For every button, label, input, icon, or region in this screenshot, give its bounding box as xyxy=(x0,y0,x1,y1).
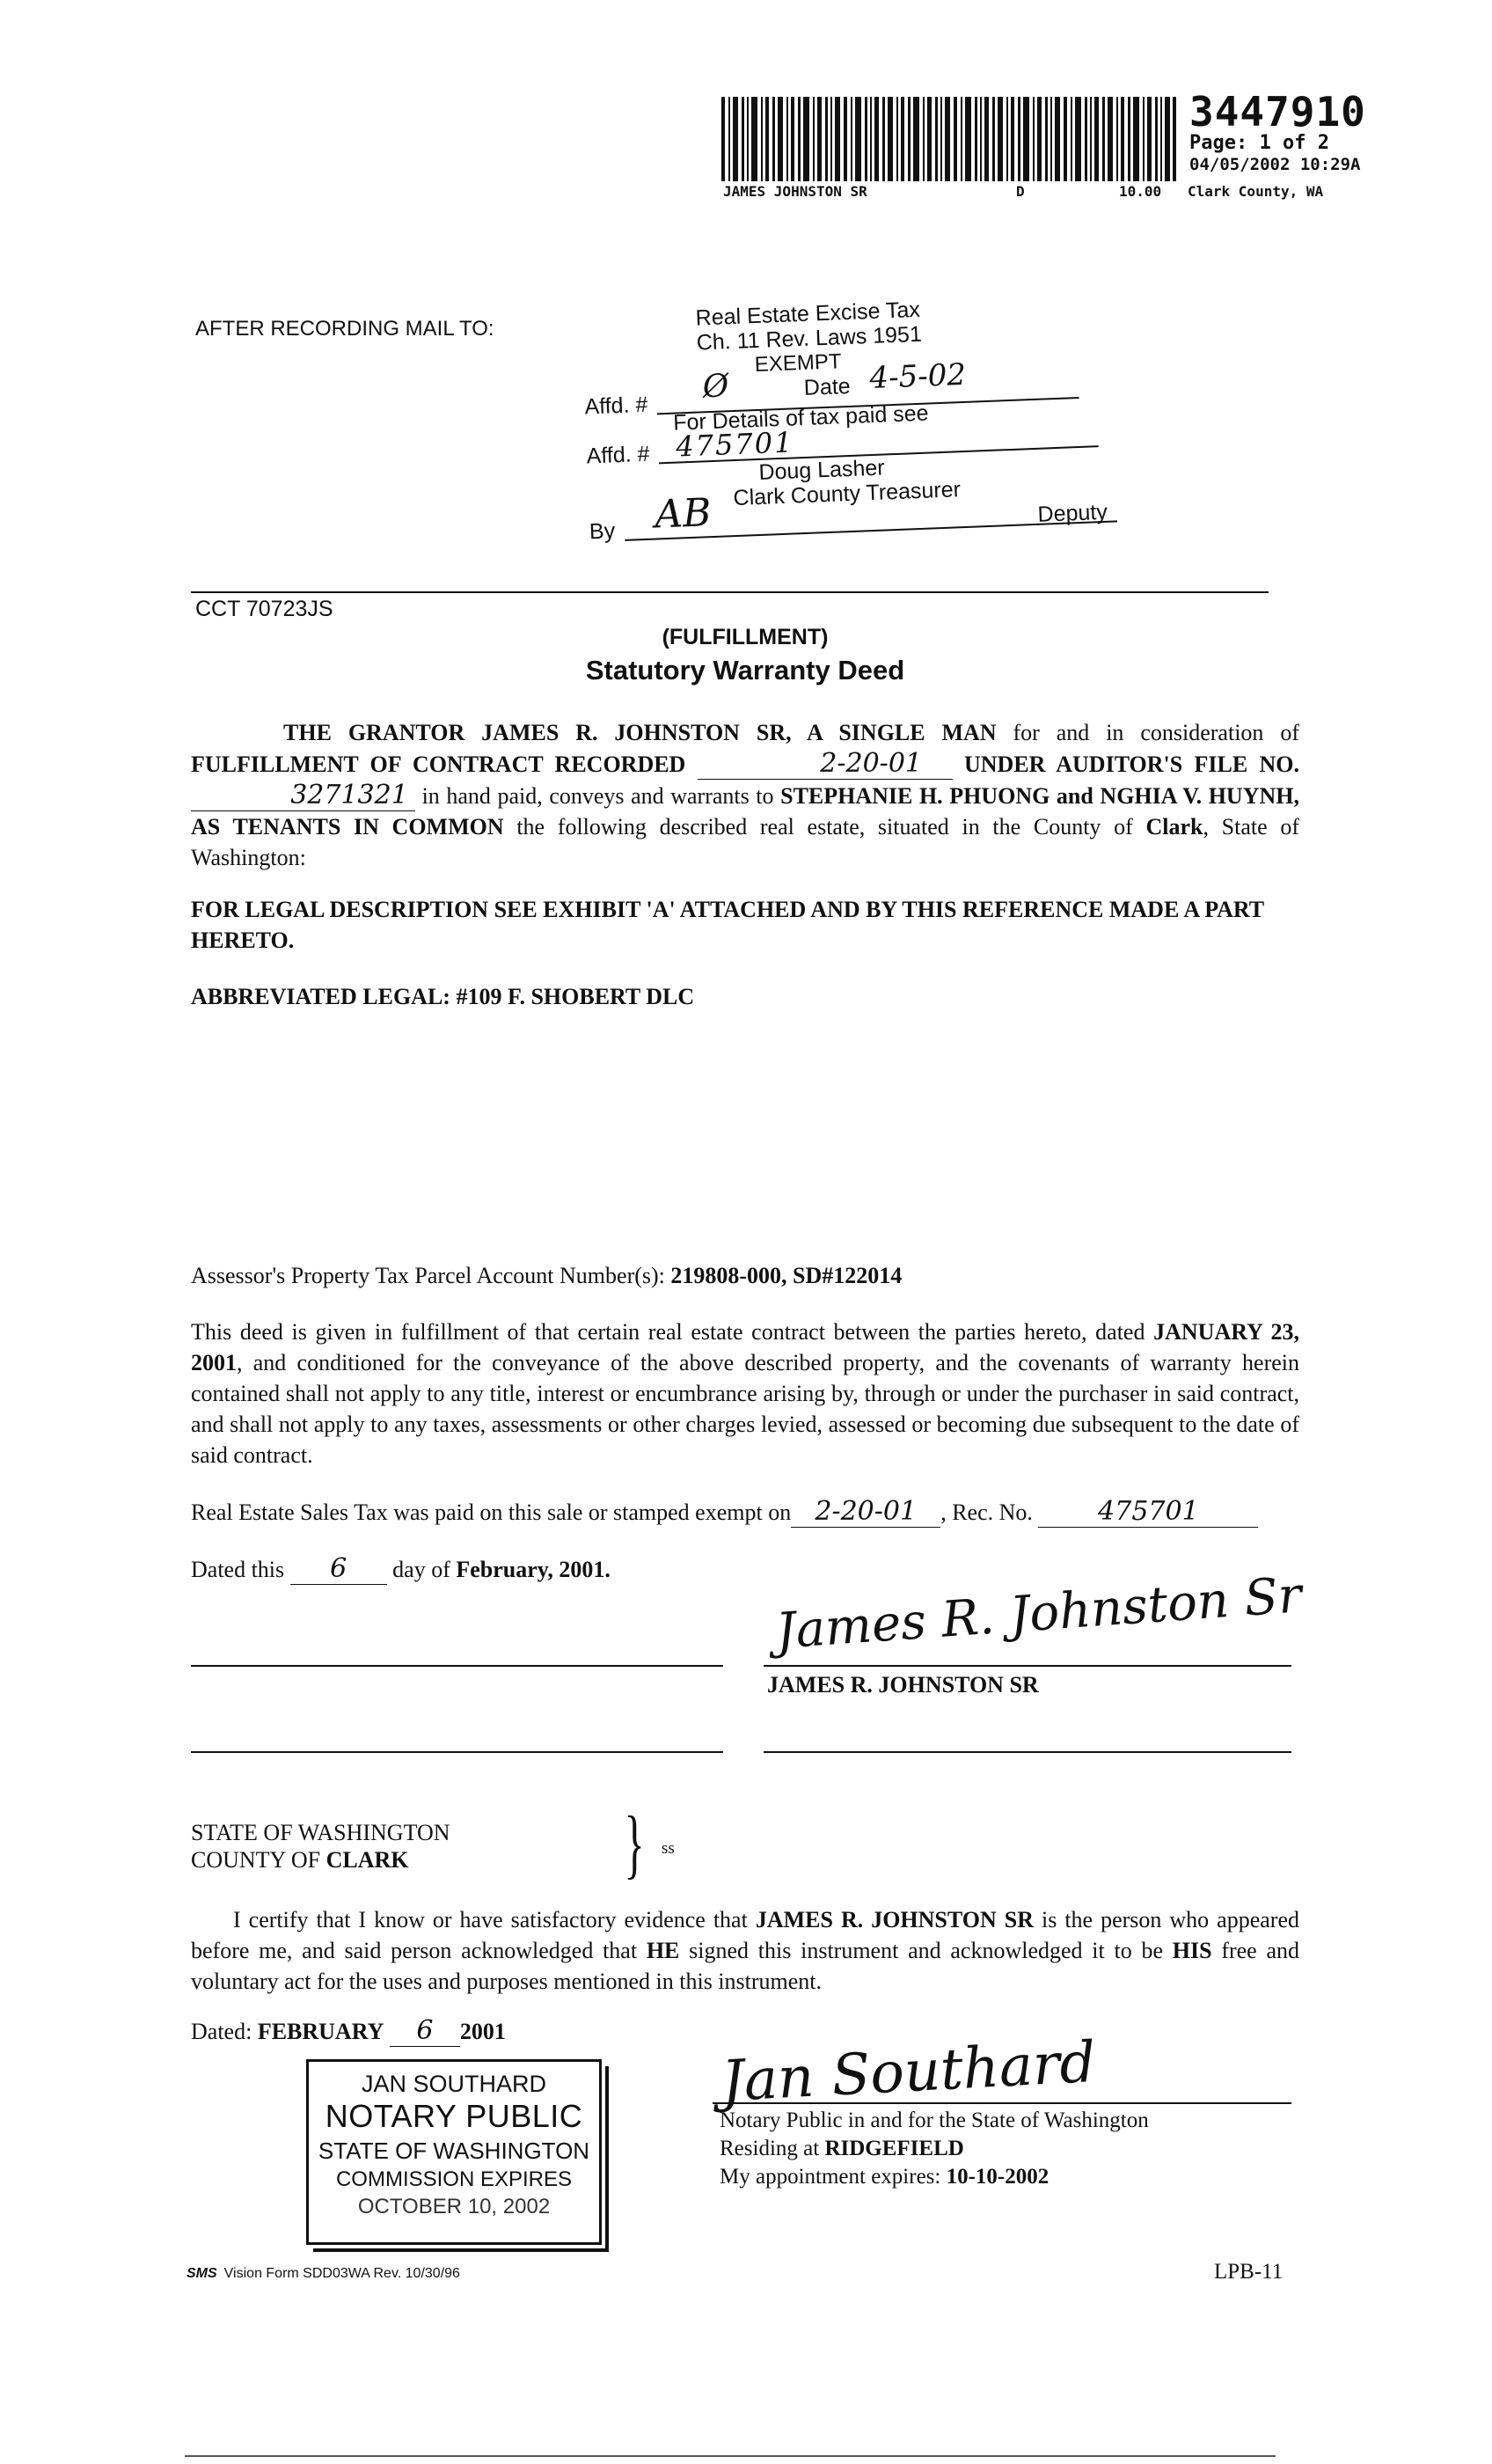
grantor-printed-name: JAMES R. JOHNSTON SR xyxy=(767,1672,1039,1698)
sales-tax-label: Real Estate Sales Tax was paid on this sale or stamped exempt on xyxy=(191,1500,792,1525)
deputy-label: Deputy xyxy=(1037,499,1108,527)
record-fee: 10.00 xyxy=(1119,183,1162,200)
under-text: UNDER AUDITOR'S FILE NO. xyxy=(963,752,1300,777)
expires-label: My appointment expires: xyxy=(720,2165,947,2189)
sales-tax-line xyxy=(191,1496,1299,1528)
venue-state: STATE OF WASHINGTON xyxy=(191,1820,450,1845)
recorded-date: 2-20-01 xyxy=(698,748,953,780)
by-label: By xyxy=(589,518,616,545)
venue-county-prefix: COUNTY OF xyxy=(191,1847,326,1873)
date-value: 4-5-02 xyxy=(868,356,967,397)
assessor-line xyxy=(191,1260,1299,1291)
page-count: Page: 1 of 2 xyxy=(1189,132,1329,154)
notary-signature[interactable]: Jan Southard xyxy=(720,2029,1098,2116)
seal-expires: OCTOBER 10, 2002 xyxy=(357,2195,551,2218)
venue-brace: } xyxy=(624,1801,645,1887)
venue-county xyxy=(191,1847,409,1874)
certification-paragraph xyxy=(191,1904,1299,1997)
grantor-text-3: the following described real estate, situated in the County of xyxy=(503,814,1146,840)
fulfillment-text-1: This deed is given in fulfillment of that certain real estate contract between the parties hereto, dated xyxy=(191,1319,1154,1345)
excise-line-2: Ch. 11 Rev. Laws 1951 xyxy=(696,321,923,356)
venue-ss: ss xyxy=(662,1839,675,1858)
notary-signature-line xyxy=(713,2102,1291,2104)
notary-dated-line xyxy=(191,2015,1299,2047)
grantor-paragraph xyxy=(191,717,1299,873)
details-text: For Details of tax paid see xyxy=(672,400,930,436)
seal-state: STATE OF WASHINGTON xyxy=(318,2138,590,2164)
dated-rest: day of xyxy=(392,1557,457,1582)
exempt-label: EXEMPT xyxy=(754,349,842,378)
fulfillment-text: FULFILLMENT OF CONTRACT RECORDED xyxy=(191,752,686,777)
signature-line-right-1 xyxy=(764,1665,1291,1667)
notary-dated-day: 6 xyxy=(390,2015,460,2047)
fulfillment-text-2: , and conditioned for the conveyance of the above described property, and the covenants of warranty herein contained shall not apply to any title, interest or encumbrance arising by, through or under the purchaser in said contract, and shall not apply to any taxes, assessments or other charges levied, assessed or becoming due subsequent to the date of said contract. xyxy=(191,1350,1299,1468)
cert-pronoun-2: HIS xyxy=(1172,1938,1212,1963)
subtitle: (FULFILLMENT) xyxy=(662,625,829,649)
affd-1-value: Ø xyxy=(701,368,730,406)
notary-dated-year: 2001 xyxy=(459,2019,506,2044)
record-datetime: 04/05/2002 10:29A xyxy=(1189,155,1361,174)
legal-description: FOR LEGAL DESCRIPTION SEE EXHIBIT 'A' ATTACHED AND BY THIS REFERENCE MADE A PART HERETO. xyxy=(191,897,1264,953)
residing-value: RIDGEFIELD xyxy=(824,2137,964,2160)
by-signature: AB xyxy=(654,490,713,538)
grantees: STEPHANIE H. PHUONG and NGHIA V. HUYNH, AS TENANTS IN COMMON xyxy=(191,783,1299,840)
seal-title: NOTARY PUBLIC xyxy=(325,2098,583,2134)
notary-seal xyxy=(306,2059,602,2245)
residing-label: Residing at xyxy=(720,2137,825,2160)
venue-county-name: CLARK xyxy=(325,1847,409,1873)
footer-code: LPB-11 xyxy=(1214,2260,1284,2284)
file-number: 3271321 xyxy=(191,780,415,811)
notary-dated-month: FEBRUARY xyxy=(257,2019,384,2044)
record-county: Clark County, WA xyxy=(1188,183,1324,200)
footer-brand: SMS xyxy=(186,2266,217,2281)
county-name: Clark xyxy=(1145,814,1203,840)
affd-2-label: Affd. # xyxy=(586,441,650,469)
fulfillment-paragraph xyxy=(191,1316,1299,1470)
grantor-name: JAMES R. JOHNSTON SR, A SINGLE MAN xyxy=(481,720,997,745)
dated-month-year: February, 2001. xyxy=(456,1557,611,1582)
record-grantor: JAMES JOHNSTON SR xyxy=(723,183,867,200)
mail-to-label: AFTER RECORDING MAIL TO: xyxy=(195,317,494,341)
sales-tax-date: 2-20-01 xyxy=(791,1496,940,1528)
assessor-label: Assessor's Property Tax Parcel Account Number(s): xyxy=(191,1263,665,1288)
seal-commission: COMMISSION EXPIRES xyxy=(335,2167,573,2191)
scan-mark-bottom xyxy=(185,2455,1276,2457)
grantor-signature[interactable]: James R. Johnston Sr xyxy=(774,1566,1304,1661)
grantor-text-4: , State of Washington: xyxy=(191,814,1299,870)
contract-date: JANUARY 23, 2001 xyxy=(191,1319,1300,1375)
excise-tax-stamp xyxy=(572,283,1108,550)
footer-form-text: Vision Form SDD03WA Rev. 10/30/96 xyxy=(223,2266,460,2281)
affd-2-value: 475701 xyxy=(675,425,795,464)
grantor-lead: THE GRANTOR xyxy=(283,720,482,745)
cert-pronoun-1: HE xyxy=(646,1938,680,1963)
document-title: Statutory Warranty Deed xyxy=(585,655,905,686)
notary-expires xyxy=(720,2165,1049,2189)
notary-residing xyxy=(720,2137,964,2161)
grantor-text-1: for and in consideration of xyxy=(996,720,1299,745)
document-number: 3447910 xyxy=(1189,88,1366,136)
treasurer-title: Clark County Treasurer xyxy=(733,477,962,511)
date-label: Date xyxy=(803,373,852,400)
notary-line-1: Notary Public in and for the State of Washington xyxy=(720,2108,1149,2132)
signature-line-left-2 xyxy=(191,1751,723,1753)
excise-line-1: Real Estate Excise Tax xyxy=(695,297,921,331)
abbreviated-legal: ABBREVIATED LEGAL: #109 F. SHOBERT DLC xyxy=(191,984,695,1009)
assessor-value: 219808-000, SD#122014 xyxy=(670,1263,903,1288)
cert-text-2: is the person who appeared before me, and said person acknowledged that xyxy=(191,1907,1299,1963)
cert-name: JAMES R. JOHNSTON SR xyxy=(755,1907,1034,1932)
rec-no-label: , Rec. No. xyxy=(940,1500,1033,1525)
cert-text-4: free and voluntary act for the uses and purposes mentioned in this instrument. xyxy=(191,1938,1300,1994)
cert-text-1: I certify that I know or have satisfactory evidence that xyxy=(233,1907,756,1932)
cert-text-3: signed this instrument and acknowledged it to be xyxy=(679,1938,1173,1963)
treasurer-name: Doug Lasher xyxy=(757,455,886,485)
signature-line-right-2 xyxy=(764,1751,1291,1753)
dated-label: Dated this xyxy=(191,1557,285,1582)
grantor-text-2: in hand paid, conveys and warrants to xyxy=(415,783,781,809)
rec-no-value: 475701 xyxy=(1038,1496,1258,1528)
dated-day: 6 xyxy=(290,1553,387,1585)
record-doc-type: D xyxy=(1016,183,1025,200)
barcode xyxy=(721,97,1177,181)
signature-line-left-1 xyxy=(191,1665,723,1667)
footer-form xyxy=(186,2266,460,2282)
seal-name: JAN SOUTHARD xyxy=(361,2071,546,2097)
escrow-number: CCT 70723JS xyxy=(195,597,333,621)
affd-1-label: Affd. # xyxy=(583,392,648,420)
notary-dated-label: Dated: xyxy=(191,2019,258,2044)
header-divider xyxy=(191,591,1269,593)
expires-value: 10-10-2002 xyxy=(946,2165,1050,2189)
